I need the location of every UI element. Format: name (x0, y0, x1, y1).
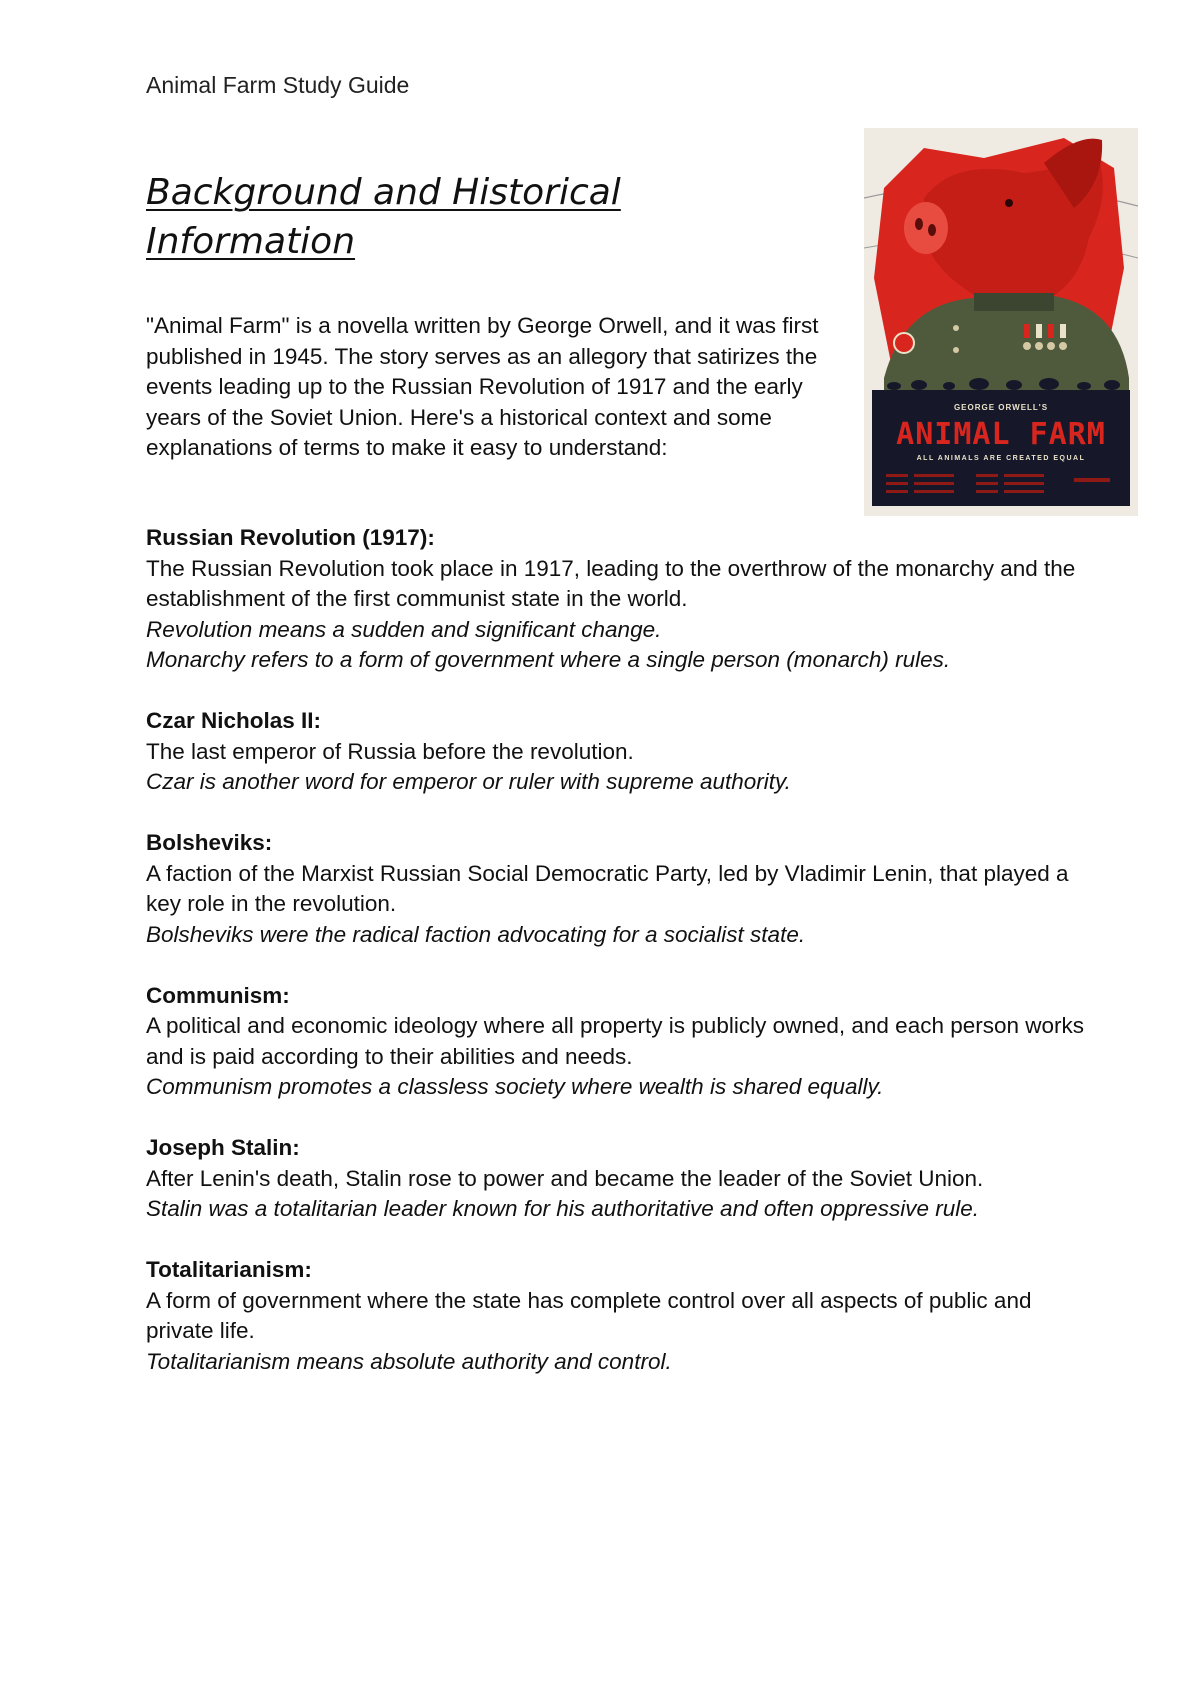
section-title (146, 168, 706, 266)
animal-farm-poster-image (864, 128, 1138, 516)
poster-badge (894, 333, 914, 353)
term-note: Communism promotes a classless society where wealth is shared equally. (146, 1074, 884, 1099)
section-title-line1: Background and Historical (146, 172, 621, 213)
term-russian-revolution (146, 523, 1086, 676)
running-header: Animal Farm Study Guide (146, 72, 410, 98)
term-heading: Joseph Stalin: (146, 1135, 300, 1160)
term-description: A form of government where the state has complete control over all aspects of public and private life. (146, 1287, 1032, 1343)
pig-snout (904, 202, 948, 254)
pig-eye (1005, 199, 1013, 207)
term-heading: Czar Nicholas II: (146, 708, 322, 733)
term-description: A faction of the Marxist Russian Social Democratic Party, led by Vladimir Lenin, that played a key role in the revolution. (146, 860, 1069, 916)
term-communism (146, 981, 1086, 1103)
term-note: Monarchy refers to a form of government where a single person (monarch) rules. (146, 647, 951, 672)
term-totalitarianism (146, 1255, 1086, 1377)
term-note: Totalitarianism means absolute authority and control. (146, 1348, 672, 1374)
term-czar-nicholas (146, 706, 1086, 798)
term-note: Revolution means a sudden and significant change. (146, 616, 662, 642)
term-heading: Russian Revolution (1917): (146, 525, 435, 550)
section-title-line2: Information (146, 221, 356, 262)
term-note: Czar is another word for emperor or ruler with supreme authority. (146, 769, 791, 794)
term-description: The Russian Revolution took place in 1917, leading to the overthrow of the monarchy and the establishment of the first communist state in the world. (146, 555, 1076, 611)
poster-title: ANIMAL FARM (896, 417, 1106, 452)
poster-tagline: ALL ANIMALS ARE CREATED EQUAL (916, 455, 1086, 462)
term-joseph-stalin (146, 1133, 1086, 1225)
term-heading: Totalitarianism: (146, 1257, 312, 1282)
poster-author: GEORGE ORWELL'S (953, 403, 1049, 412)
term-note: Stalin was a totalitarian leader known for his authoritative and often oppressive rule. (146, 1196, 979, 1221)
intro-paragraph: "Animal Farm" is a novella written by George Orwell, and it was first published in 1945. The story serves as an allegory that satirizes the events leading up to the Russian Revolution of 1917 and the early years of the Soviet Union. Here's a historical context and some explanations of terms to make it easy to understand: (146, 313, 819, 460)
term-note: Bolsheviks were the radical faction advocating for a socialist state. (146, 921, 806, 947)
term-description: A political and economic ideology where all property is publicly owned, and each person works and is paid according to their abilities and needs. (146, 1013, 1085, 1069)
term-bolsheviks (146, 828, 1086, 950)
terms-list (146, 523, 1086, 1408)
term-description: After Lenin's death, Stalin rose to power and became the leader of the Soviet Union. (146, 1165, 984, 1191)
term-heading: Bolsheviks: (146, 830, 273, 855)
term-description: The last emperor of Russia before the revolution. (146, 738, 634, 764)
term-heading: Communism: (146, 982, 290, 1008)
